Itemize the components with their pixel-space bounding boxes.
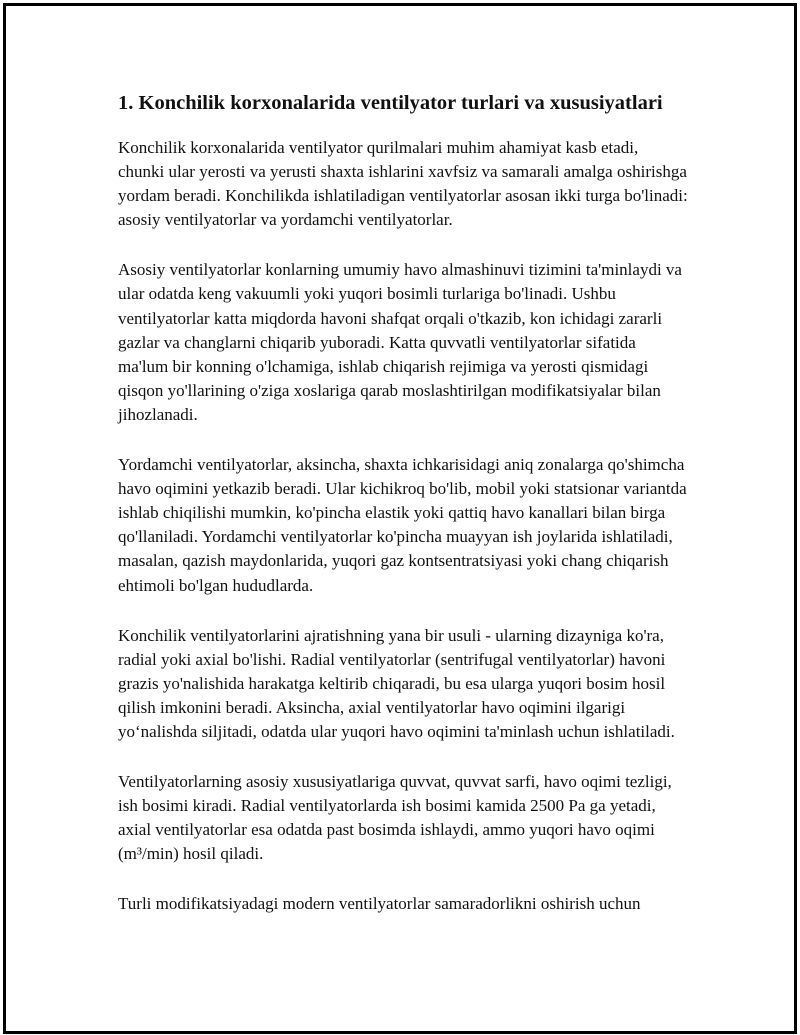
- paragraph-5: Ventilyatorlarning asosiy xususiyatlariga quvvat, quvvat sarfi, havo oqimi tezligi, ish bosimi kiradi. Radial ventilyatorlarda ish bosimi kamida 2500 Pa ga yetadi, axial ventilyatorlar esa odatda past bosimda ishlaydi, ammo yuqori havo oqimi (m³/min) hosil qiladi.: [118, 772, 672, 864]
- paragraph-3: Yordamchi ventilyatorlar, aksincha, shaxta ichkarisidagi aniq zonalarga qo'shimcha havo oqimini yetkazib beradi. Ular kichikroq bo'lib, mobil yoki statsionar variantda ishlab chiqilishi mumkin, ko'pincha elastik yoki qattiq havo kanallari bilan birga qo'llaniladi. Yordamchi ventilyatorlar ko'pincha muayyan ish joylarida ishlatiladi, masalan, qazish maydonlarida, yuqori gaz kontsentratsiyasi yoki chang chiqarish ehtimoli bo'lgan hududlarda.: [118, 455, 687, 595]
- paragraph-4: Konchilik ventilyatorlarini ajratishning yana bir usuli - ularning dizayniga ko'ra, radial yoki axial bo'lishi. Radial ventilyatorlar (sentrifugal ventilyatorlar) havoni grazis yo'nalishida harakatga keltirib chiqaradi, bu esa ularga yuqori bosim hosil qilish imkonini beradi. Aksincha, axial ventilyatorlar havo oqimini ilgarigi yo‘nalishda siljitadi, odatda ular yuqori havo oqimini ta'minlash uchun ishlatiladi.: [118, 625, 675, 741]
- paragraph-1: Konchilik korxonalarida ventilyator qurilmalari muhim ahamiyat kasb etadi, chunki ular yerosti va yerusti shaxta ishlarini xavfsiz va samarali amalga oshirishga yordam beradi. Konchilikda ishlatiladigan ventilyatorlar asosan ikki turga bo'linadi: asosiy ventilyatorlar va yordamchi ventilyatorlar.: [118, 138, 688, 230]
- paragraph-6: Turli modifikatsiyadagi modern ventilyatorlar samaradorlikni oshirish uchun: [118, 894, 641, 914]
- paragraph-2: Asosiy ventilyatorlar konlarning umumiy havo almashinuvi tizimini ta'minlaydi va ular odatda keng vakuumli yoki yuqori bosimli turlariga bo'linadi. Ushbu ventilyatorlar katta miqdorda havoni shafqat orqali o'tkazib, kon ichidagi zararli gazlar va changlarni chiqarib yuboradi. Katta quvvatli ventilyatorlar sifatida ma'lum bir konning o'lchamiga, ishlab chiqarish rejimiga va yerosti qismidagi qisqon yo'llarining o'ziga xoslariga qarab moslashtirilgan modifikatsiyalar bilan jihozlanadi.: [118, 260, 682, 424]
- document-body: [118, 90, 688, 943]
- document-title: 1. Konchilik korxonalarida ventilyator turlari va xususiyatlari: [118, 92, 663, 114]
